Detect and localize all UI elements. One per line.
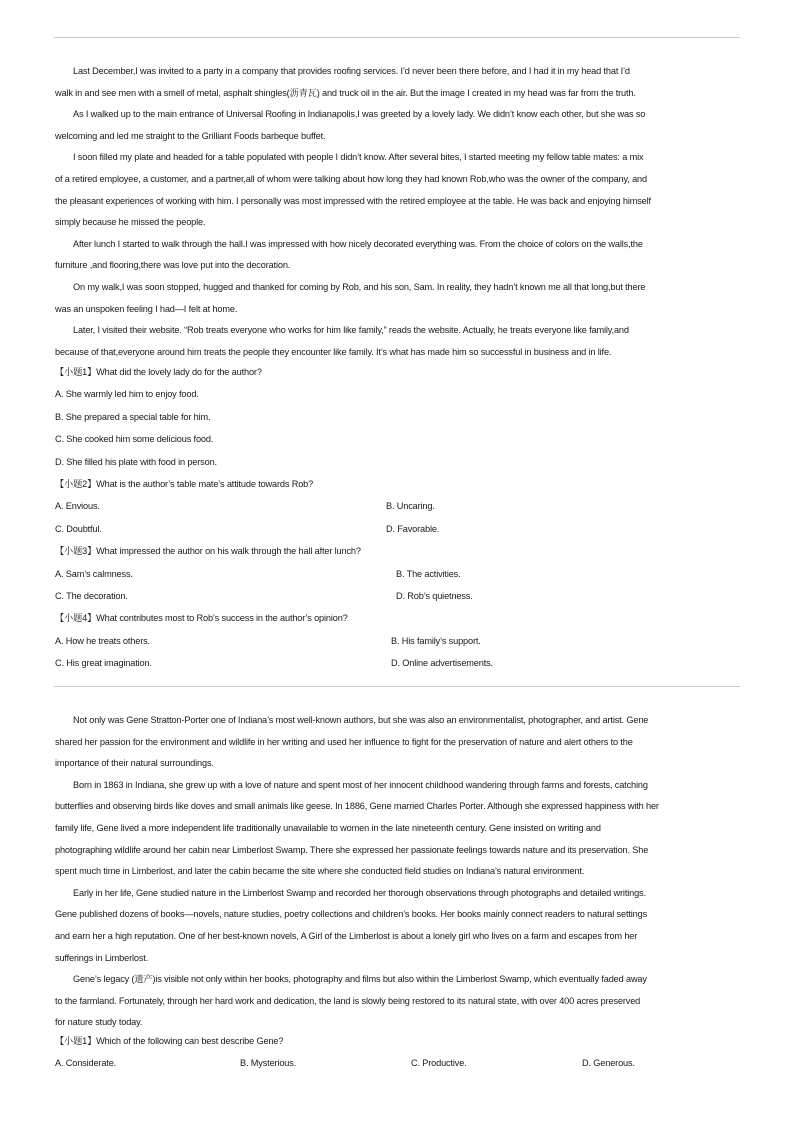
answer-option[interactable]: A. Considerate.	[55, 1057, 117, 1068]
answer-option[interactable]: B. Mysterious.	[240, 1057, 297, 1068]
answer-option[interactable]: C. Doubtful.	[55, 523, 102, 534]
answer-row	[55, 563, 739, 585]
answer-row	[55, 1053, 739, 1075]
passage-1-line: As I walked up to the main entrance of Universal Roofing in Indianapolis,I was greeted by a lovely lady. We didn’t know each other, but she was so	[73, 109, 646, 120]
question-stem: 【小题3】What impressed the author on his walk through the hall after lunch?	[55, 546, 361, 557]
answer-option[interactable]: C. The decoration.	[55, 590, 128, 601]
answer-option[interactable]: C. Productive.	[411, 1057, 467, 1068]
passage-2	[55, 710, 739, 1034]
question-stem: 【小题1】What did the lovely lady do for the author?	[55, 367, 262, 377]
answer-row	[55, 652, 739, 674]
passage-1-line: of a retired employee, a customer, and a partner,all of whom were talking about how long they had known Rob,who was the owner of the company, and	[55, 173, 647, 184]
question-stem: 【小题1】Which of the following can best describe Gene?	[55, 1036, 284, 1046]
answer-option[interactable]: A. Envious.	[55, 501, 100, 512]
answer-option[interactable]: A. Sam’s calmness.	[55, 568, 133, 579]
passage-1-line: After lunch I started to walk through the hall.I was impressed with how nicely decorated everything was. From the choice of colors on the walls,the	[73, 238, 643, 249]
passage-2-line: family life, Gene lived a more independent life traditionally unavailable to women in the late nineteenth century. Gene insisted on writing and	[55, 822, 601, 833]
answer-option[interactable]: C. She cooked him some delicious food.	[55, 434, 214, 445]
passage-1	[55, 61, 739, 363]
answer-option[interactable]: B. Uncaring.	[386, 501, 435, 512]
passage-2-line: Early in her life, Gene studied nature in the Limberlost Swamp and recorded her thorough observations through photographs and detailed writings.	[73, 887, 646, 898]
passage-2-line: spent much time in Limberlost, and later the cabin became the site where she conducted field studies on Indiana’s natural environment.	[55, 866, 585, 877]
answer-option[interactable]: A. How he treats others.	[55, 635, 150, 646]
passage-1-line: welcoming and led me straight to the Grilliant Foods barbeque buffet.	[55, 130, 326, 141]
passage-2-line: to the farmland. Fortunately, through her hard work and dedication, the land is slowly being restored to its natural state, with over 400 acres preserved	[55, 995, 641, 1006]
passage-2-line: and earn her a high reputation. One of her best-known novels, A Girl of the Limberlost is about a lonely girl who lives on a farm and escapes from her	[55, 930, 638, 941]
passage-2-line: shared her passion for the environment and wildlife in her writing and used her influence to fight for the preservation of nature and alert others to the	[55, 736, 633, 747]
passage-2-line: importance of their natural surroundings.	[55, 758, 214, 769]
passage-1-line: Last December,I was invited to a party in a company that provides roofing services. I’d never been there before, and I had it in my head that I’d	[73, 66, 630, 76]
passage-2-line: Born in 1863 in Indiana, she grew up with a love of nature and spent most of her innocent childhood wandering through farms and forests, catching	[73, 779, 648, 790]
answer-option[interactable]: D. She filled his plate with food in person.	[55, 456, 217, 467]
answer-option[interactable]: B. She prepared a special table for him.	[55, 411, 211, 422]
answer-option[interactable]: A. She warmly led him to enjoy food.	[55, 389, 199, 400]
passage-1-questions	[55, 361, 739, 674]
answer-option[interactable]: B. The activities.	[396, 568, 461, 579]
passage-1-line: On my walk,I was soon stopped, hugged and thanked for coming by Rob, and his son, Sam. In reality, they hadn’t known me all that long,but there	[73, 281, 646, 292]
passage-1-line: furniture ,and flooring,there was love put into the decoration.	[55, 260, 291, 271]
passage-1-line: walk in and see men with a smell of metal, asphalt shingles(沥青瓦) and truck oil in the air. But the image I created in my head was far from the truth.	[55, 87, 636, 98]
passage-2-line: photographing wildlife around her cabin near Limberlost Swamp. There she expressed her passionate feelings towards nature and its preservation. She	[55, 844, 649, 855]
section-divider	[54, 686, 740, 687]
answer-option[interactable]: D. Rob’s quietness.	[396, 590, 473, 601]
passage-1-line: I soon filled my plate and headed for a table populated with people I didn’t know. After several bites, I started meeting my fellow table mates: a mix	[73, 152, 644, 163]
passage-1-line: Later, I visited their website. “Rob treats everyone who works for him like family,” reads the website. Actually, he treats everyone like family,and	[73, 325, 629, 336]
answer-row	[55, 585, 739, 607]
passage-1-line: simply because he missed the people.	[55, 217, 206, 228]
passage-1-line: was an unspoken feeling I had—I felt at home.	[55, 303, 238, 314]
top-divider	[54, 37, 740, 38]
passage-2-questions	[55, 1031, 739, 1075]
passage-1-line: because of that,everyone around him treats the people they encounter like family. It’s what has made him so successful in business and in life.	[55, 346, 612, 357]
passage-2-line: Gene published dozens of books—novels, nature studies, poetry collections and children’s books. Her books mainly connect readers to natural settings	[55, 909, 648, 920]
passage-1-line: the pleasant experiences of working with him. I personally was most impressed with the retired employee at the table. He was back and enjoying himself	[55, 195, 651, 206]
answer-option[interactable]: C. His great imagination.	[55, 658, 152, 669]
answer-row	[55, 518, 739, 540]
answer-option[interactable]: D. Generous.	[582, 1057, 635, 1068]
answer-row	[55, 495, 739, 517]
question-stem: 【小题2】What is the author’s table mate’s attitude towards Rob?	[55, 478, 314, 489]
question-stem: 【小题4】What contributes most to Rob’s success in the author’s opinion?	[55, 613, 348, 624]
passage-2-line: for nature study today.	[55, 1017, 143, 1028]
answer-option[interactable]: D. Online advertisements.	[391, 658, 493, 669]
passage-2-line: Not only was Gene Stratton-Porter one of Indiana’s most well-known authors, but she was also an environmentalist, photographer, and artist. Gene	[73, 715, 649, 725]
answer-option[interactable]: B. His family’s support.	[391, 635, 481, 646]
passage-2-line: Gene’s legacy (遗产)is visible not only within her books, photography and films but also within the Limberlost Swamp, which eventually faded away	[73, 974, 647, 985]
answer-option[interactable]: D. Favorable.	[386, 523, 440, 534]
passage-2-line: butterflies and observing birds like doves and small animals like geese. In 1886, Gene married Charles Porter. Although she expressed happiness with her	[55, 801, 659, 812]
answer-row	[55, 630, 739, 652]
passage-2-line: sufferings in Limberlost.	[55, 952, 149, 963]
